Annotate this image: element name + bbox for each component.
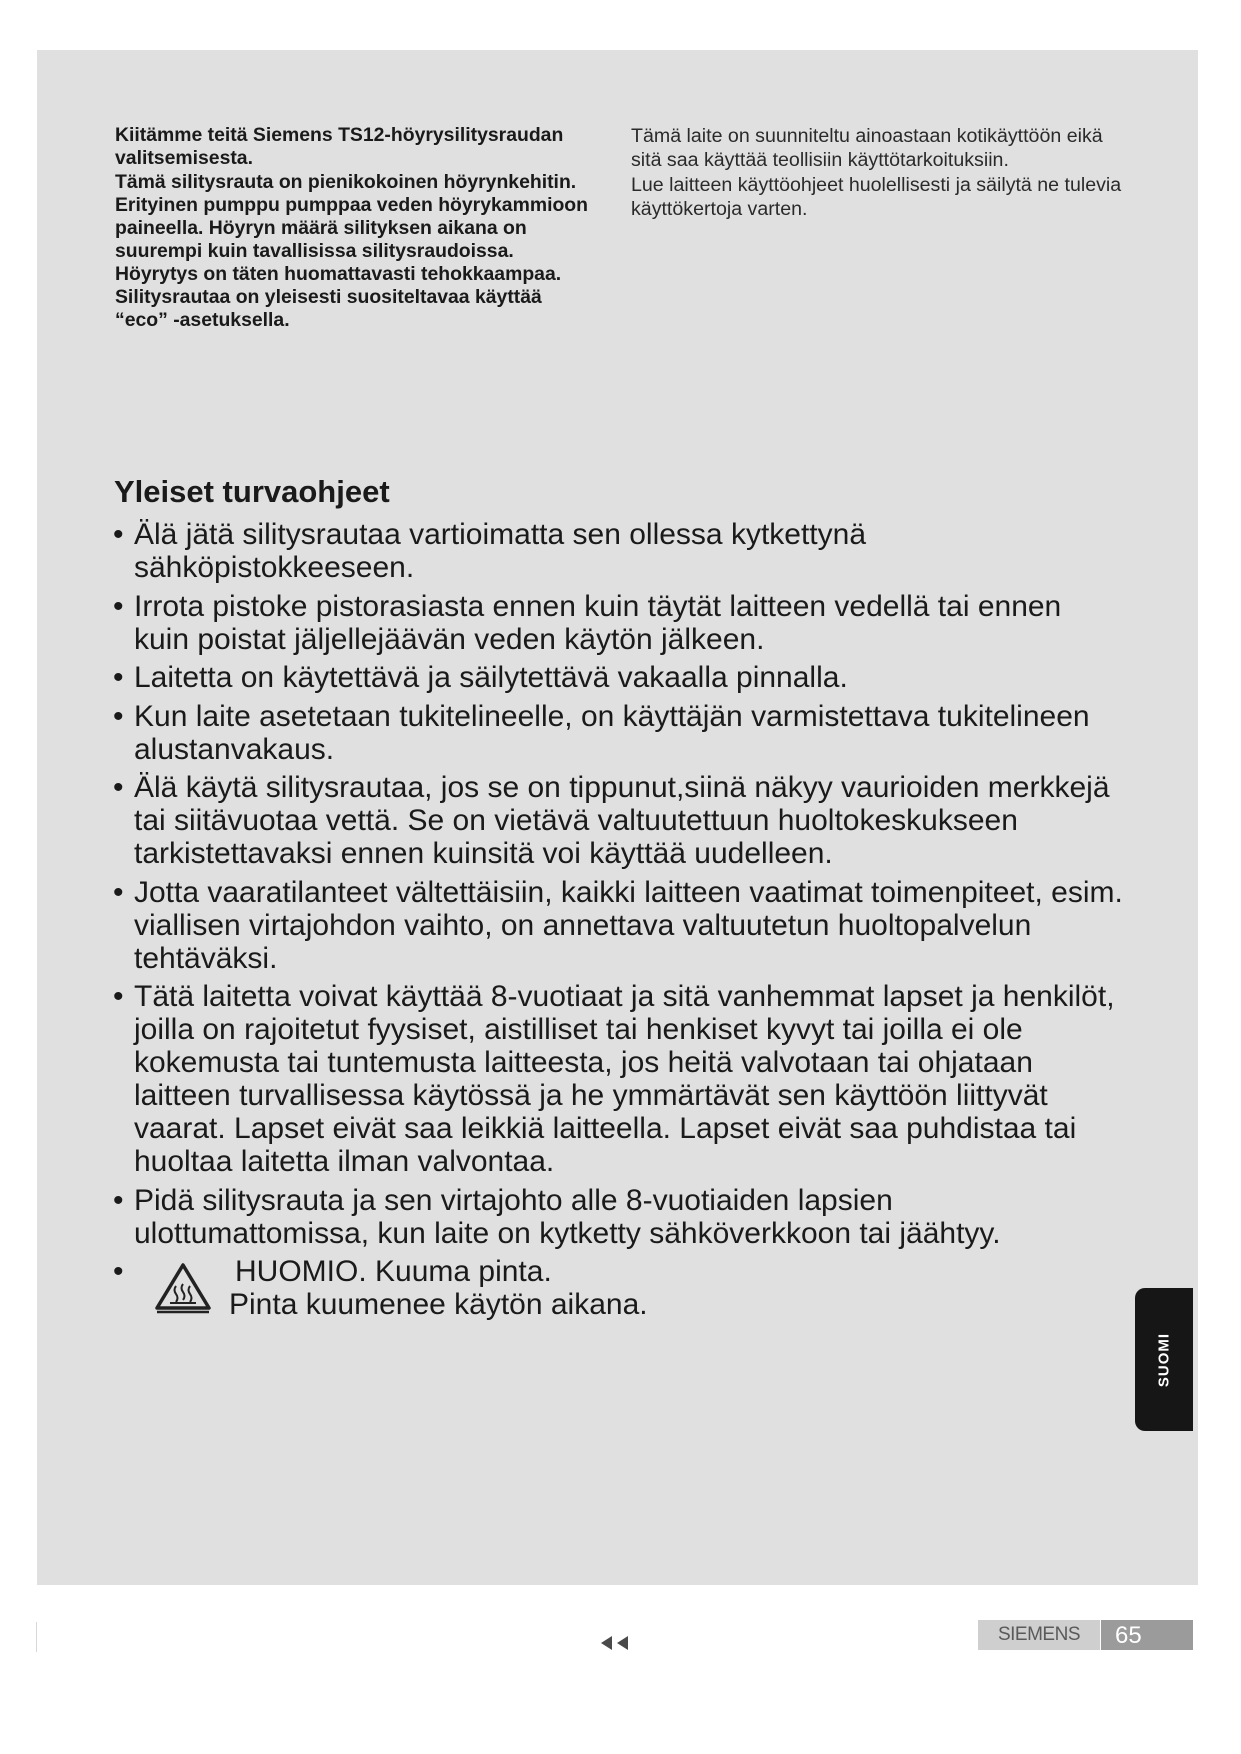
safety-item-text: Laitetta on käytettävä ja säilytettävä vakaalla pinnalla. [134,661,848,694]
bullet-mark: • [113,518,124,551]
bullet-mark: • [113,589,124,623]
intro-thanks: Kiitämme teitä Siemens TS12-höyrysilitysraudan valitsemisesta. [115,124,564,169]
bullet-mark: • [113,1255,124,1288]
safety-item [113,590,1123,656]
warning-block [134,1255,1123,1327]
safety-item-text: Jotta vaaratilanteet vältettäisiin, kaikki laitteen vaatimat toimenpiteet, esim. viallisen virtajohdon vaihto, on annettava valtuutetun huoltopalvelun tehtäväksi. [134,875,1123,975]
safety-item-text: Irrota pistoke pistorasiasta ennen kuin täytät laitteen vedellä tai ennen kuin poistat jäljellejäävän veden käytön jälkeen. [134,589,1062,656]
warning-text: Pinta kuumenee käytön aikana. [229,1288,648,1321]
warning-title: HUOMIO. Kuuma pinta. [235,1255,552,1288]
safety-item-text: Kun laite asetetaan tukitelineelle, on käyttäjän varmistettava tukitelineen alustanvakaus. [134,699,1090,766]
safety-list [113,518,1123,1333]
bullet-mark: • [113,875,124,909]
safety-item-text: Älä käytä silitysrautaa, jos se on tippunut,siinä näkyy vaurioiden merkkejä tai siitävuotaa vettä. Se on vietävä valtuutettuun huoltokeskukseen tarkistettavaksi ennen kuinsitä voi käyttää uudelleen. [134,771,1110,870]
safety-item [113,771,1123,870]
safety-item [113,700,1123,766]
intro-household-use: Tämä laite on suunniteltu ainoastaan kotikäyttöön eikä sitä saa käyttää teollisiin käyttötarkoituksiin. [631,125,1103,171]
hot-surface-warning-icon [154,1262,212,1314]
bullet-mark: • [113,661,124,694]
safety-item-text: Tätä laitetta voivat käyttää 8-vuotiaat ja sitä vanhemmat lapset ja henkilöt, joilla on rajoitetut fyysiset, aistilliset tai henkiset kyvyt tai joilla ei ole kokemusta tai tuntemusta laitteesta, jos heitä valvotaan tai ohjataan laitteen turvallisessa käytössä ja he ymmärtävät sen käyttöön liittyvät vaarat. Lapset eivät saa leikkiä laitteella. Lapset eivät saa puhdistaa tai huoltaa laitetta ilman valvontaa. [134,980,1115,1178]
page-number: 65 [1101,1620,1193,1650]
safety-item [113,876,1123,975]
safety-item [113,661,1123,694]
footer-brand: SIEMENS [978,1620,1100,1650]
safety-warning-item [113,1255,1123,1327]
bullet-mark: • [113,1183,124,1217]
language-tab-label: SUOMI [1155,1332,1173,1387]
intro-left-column [115,124,595,333]
intro-right-column [631,124,1131,222]
language-tab [1135,1288,1193,1431]
safety-item [113,1184,1123,1250]
safety-item-text: Pidä silitysrauta ja sen virtajohto alle 8-vuotiaiden lapsien ulottumattomissa, kun laite on kytketty sähköverkkoon tai jäähtyy. [134,1183,1001,1250]
margin-mark [36,1622,37,1652]
safety-item [113,518,1123,584]
safety-item [113,980,1123,1178]
intro-description: Tämä silitysrauta on pienikokoinen höyrynkehitin. Erityinen pumppu pumppaa veden höyrykammioon paineella. Höyryn määrä silityksen aikana on suurempi kuin tavallisissa silitysraudoissa. Höyrytys on täten huomattavasti tehokkaampaa. Silitysrautaa on yleisesti suositeltavaa käyttää “eco” -asetuksella. [115,171,588,331]
back-arrows-icon[interactable] [598,1634,632,1652]
section-title: Yleiset turvaohjeet [114,474,390,509]
bullet-mark: • [113,980,124,1013]
intro-read-instructions: Lue laitteen käyttöohjeet huolellisesti ja säilytä ne tulevia käyttökertoja varten. [631,174,1122,220]
bullet-mark: • [113,699,124,733]
bullet-mark: • [113,771,124,804]
safety-item-text: Älä jätä silitysrautaa vartioimatta sen ollessa kytkettynä sähköpistokkeeseen. [134,518,866,584]
